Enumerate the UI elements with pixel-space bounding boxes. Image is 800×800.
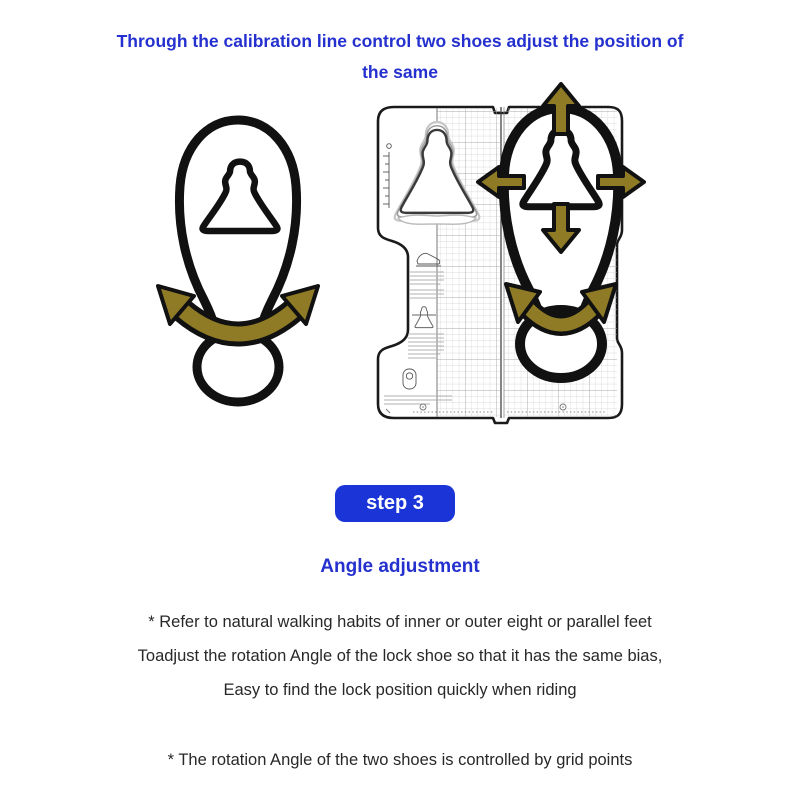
mini-text-block-2 [408, 334, 444, 358]
title-line-1: Through the calibration line control two shoes adjust the position of [116, 31, 684, 51]
instruction-line-2: Toadjust the rotation Angle of the lock shoe so that it has the same bias, [137, 647, 663, 665]
left-shoe-diagram [158, 120, 318, 402]
title-line-2: the same [362, 62, 438, 82]
instruction-note: * The rotation Angle of the two shoes is controlled by grid points [167, 751, 633, 769]
cleat-adjustment-illustration [0, 80, 800, 425]
step-badge: step 3 [335, 485, 455, 522]
instruction-line-1: * Refer to natural walking habits of inner or outer eight or parallel feet [148, 613, 652, 631]
page-title [0, 0, 800, 88]
section-heading: Angle adjustment [320, 556, 480, 577]
instruction-line-3: Easy to find the lock position quickly when riding [223, 681, 577, 699]
instruction-paragraph [0, 605, 800, 707]
